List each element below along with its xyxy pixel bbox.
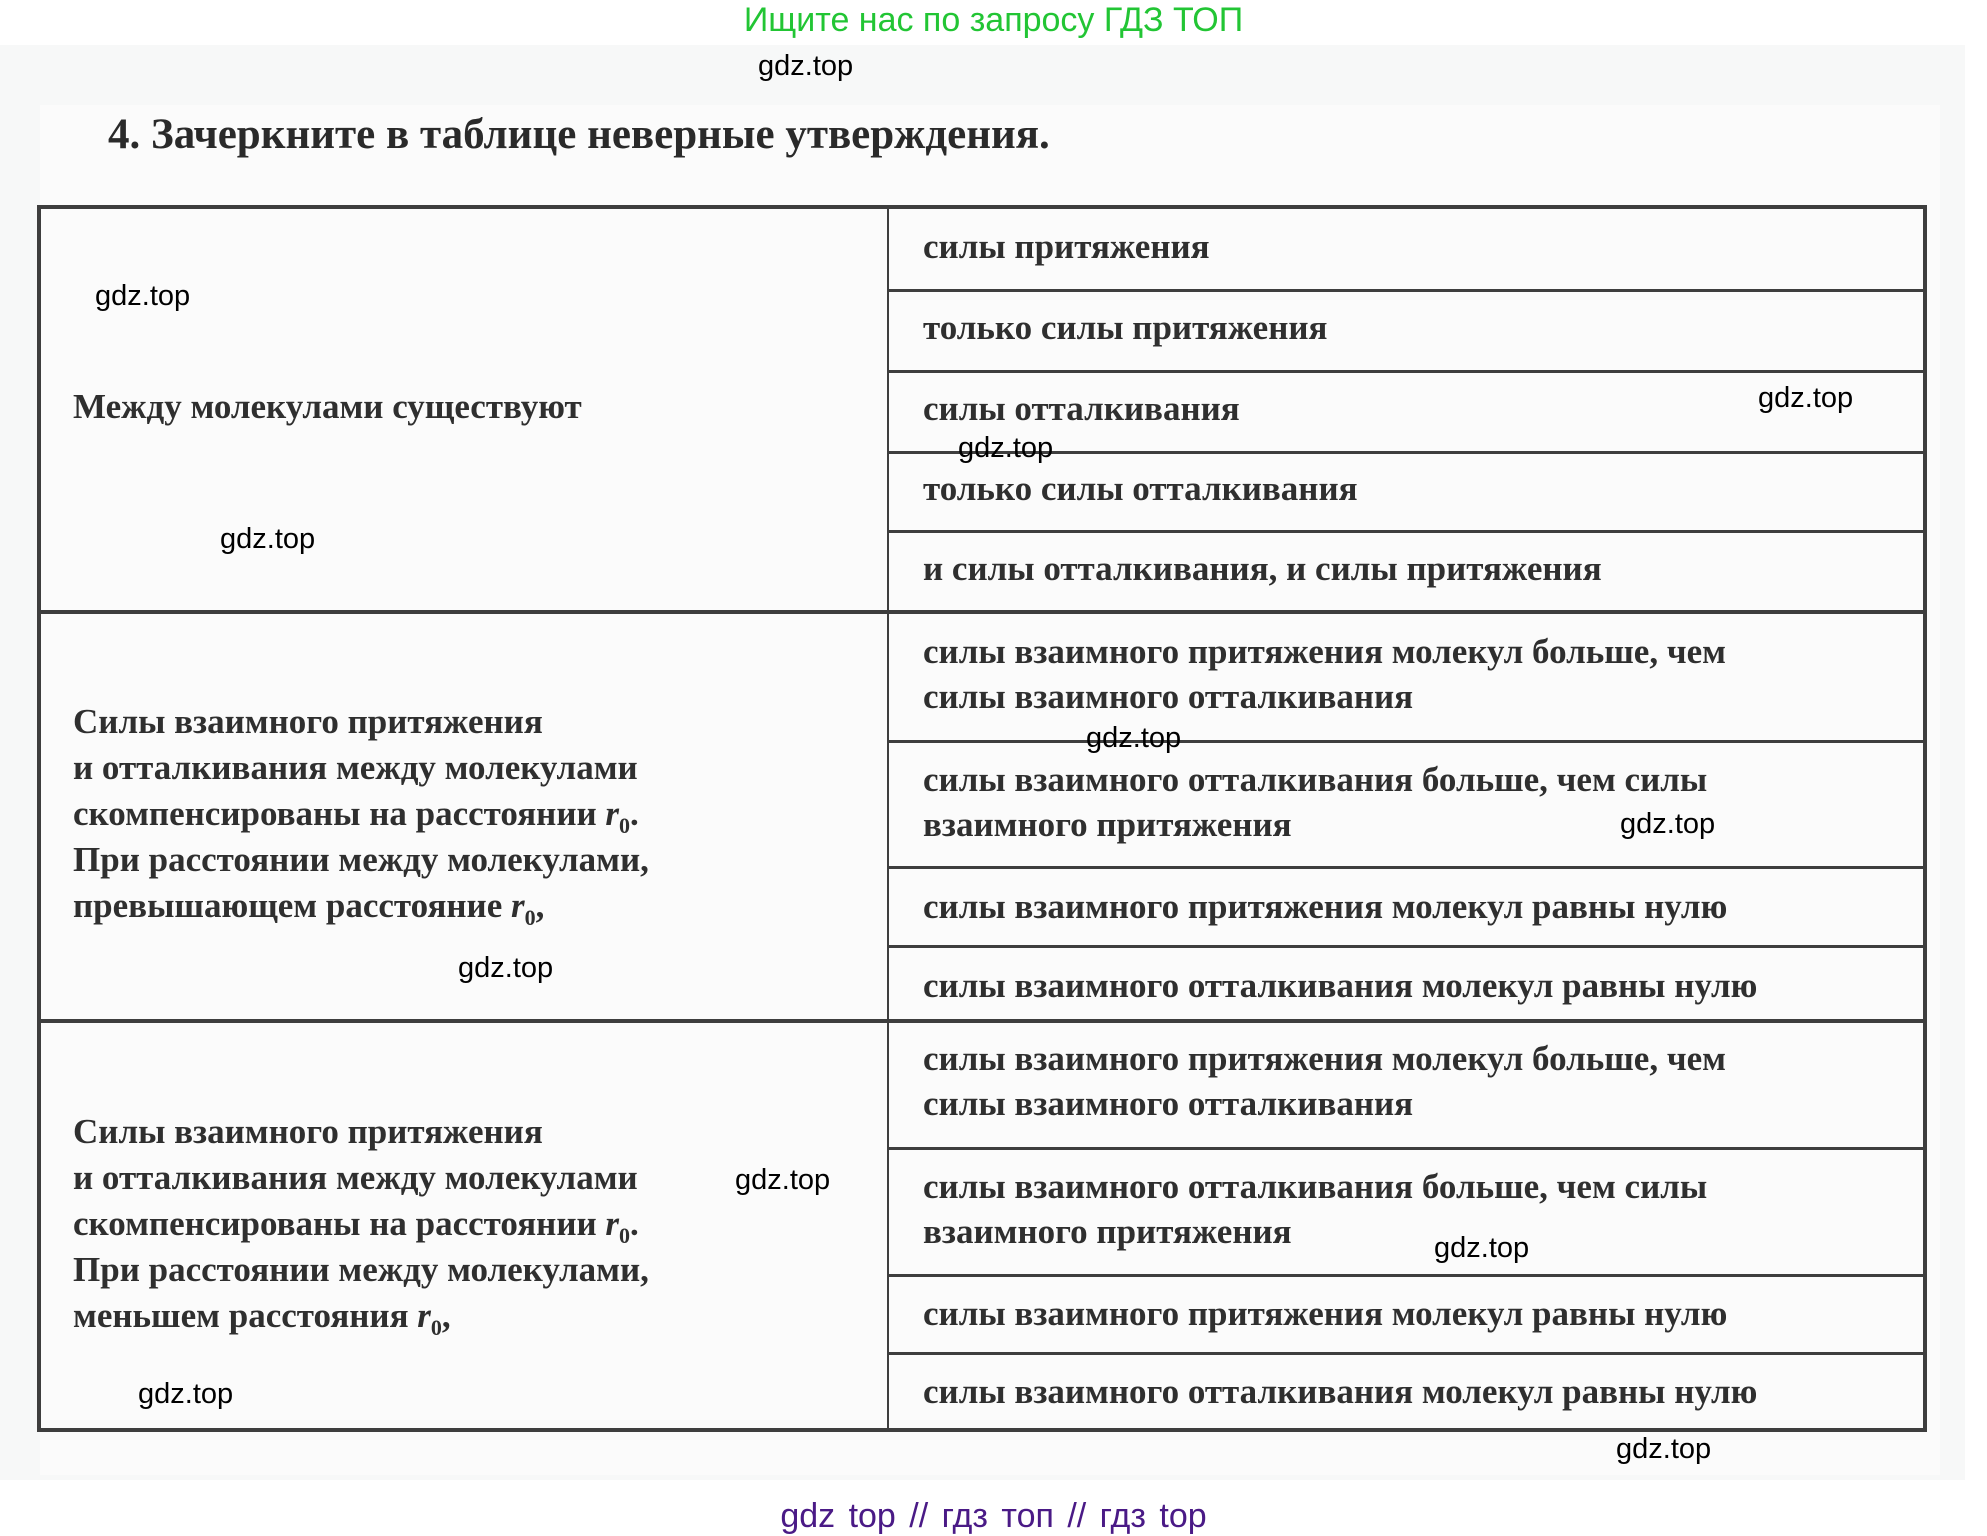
statements-table: Между молекулами существуют силы притяжения только силы притяжения силы отталкивания только силы отталкивания и силы отталкивания, и силы притяжения Силы взаимного притяжения и отталкивания между молекулами скомпенсированы на расстоянии $r_0$. При расстоянии между молекулами, превышающем расстояние $r_0$, силы взаимного притяжения молекул больше, чем силы взаимного отталкивания силы взаимного отталкивания больше, чем силы взаимного притяжения силы взаимного притяжения молекул равны нулю силы взаимного отталкивания молекул равны нулю Силы взаимного притяжения и отталкивания между молекулами скомпенсированы на расстоянии $r_0$. При расстоянии между молекулами, меньшем расстояния $r_0$, силы взаимного притяжения молекул больше, чем силы взаимного отталкивания силы взаимного отталкивания больше, чем силы взаимного притяжения силы взаимного притяжения молекул равны нулю силы взаимного отталкивания молекул равны нулю [37, 205, 1927, 1432]
row-divider [887, 1352, 1923, 1355]
row-divider [887, 945, 1923, 948]
watermark: gdz.top [1434, 1232, 1530, 1264]
r0-symbol: $r_0$ [605, 1204, 631, 1248]
option-3-3[interactable]: силы взаимного притяжения молекул равны нулю [923, 1294, 1728, 1333]
option-1-3[interactable]: силы отталкивания [923, 389, 1240, 428]
option-3-4[interactable]: силы взаимного отталкивания молекул равны нулю [923, 1372, 1758, 1411]
watermark: gdz.top [1616, 1433, 1712, 1465]
watermark: gdz.top [220, 523, 316, 555]
watermark: gdz.top [735, 1164, 831, 1196]
option-1-4[interactable]: только силы отталкивания [923, 469, 1358, 508]
r0-symbol: $r_0$ [511, 886, 536, 930]
option-2-3[interactable]: силы взаимного притяжения молекул равны нулю [923, 887, 1728, 926]
watermark: gdz.top [958, 432, 1054, 464]
r0-symbol: $r_0$ [605, 794, 631, 838]
row-divider [887, 1147, 1923, 1150]
row-divider [887, 370, 1923, 373]
row-divider [887, 740, 1923, 743]
watermark: gdz.top [1086, 722, 1182, 754]
row-divider [887, 289, 1923, 292]
option-1-1[interactable]: силы притяжения [923, 227, 1210, 266]
row-divider [887, 1274, 1923, 1277]
search-banner: Ищите нас по запросу ГДЗ ТОП [743, 1, 1244, 39]
section-divider [41, 610, 1923, 614]
option-2-4[interactable]: силы взаимного отталкивания молекул равны нулю [923, 966, 1758, 1005]
watermark: gdz.top [1620, 808, 1716, 840]
section-1-prompt: Между молекулами существуют [73, 387, 582, 426]
section-divider [41, 1019, 1923, 1023]
column-divider [887, 209, 889, 1428]
option-1-2[interactable]: только силы притяжения [923, 308, 1328, 347]
footer-banner: gdz top // гдз топ // гдз top [780, 1497, 1207, 1535]
row-divider [887, 866, 1923, 869]
watermark: gdz.top [1758, 382, 1854, 414]
watermark: gdz.top [458, 952, 554, 984]
watermark: gdz.top [138, 1378, 234, 1410]
watermark: gdz.top [95, 280, 191, 312]
r0-symbol: $r_0$ [417, 1296, 442, 1340]
row-divider [887, 530, 1923, 533]
watermark: gdz.top [758, 50, 854, 82]
option-1-5[interactable]: и силы отталкивания, и силы притяжения [923, 549, 1602, 588]
task-heading: 4. Зачеркните в таблице неверные утверждения. [108, 111, 1050, 158]
